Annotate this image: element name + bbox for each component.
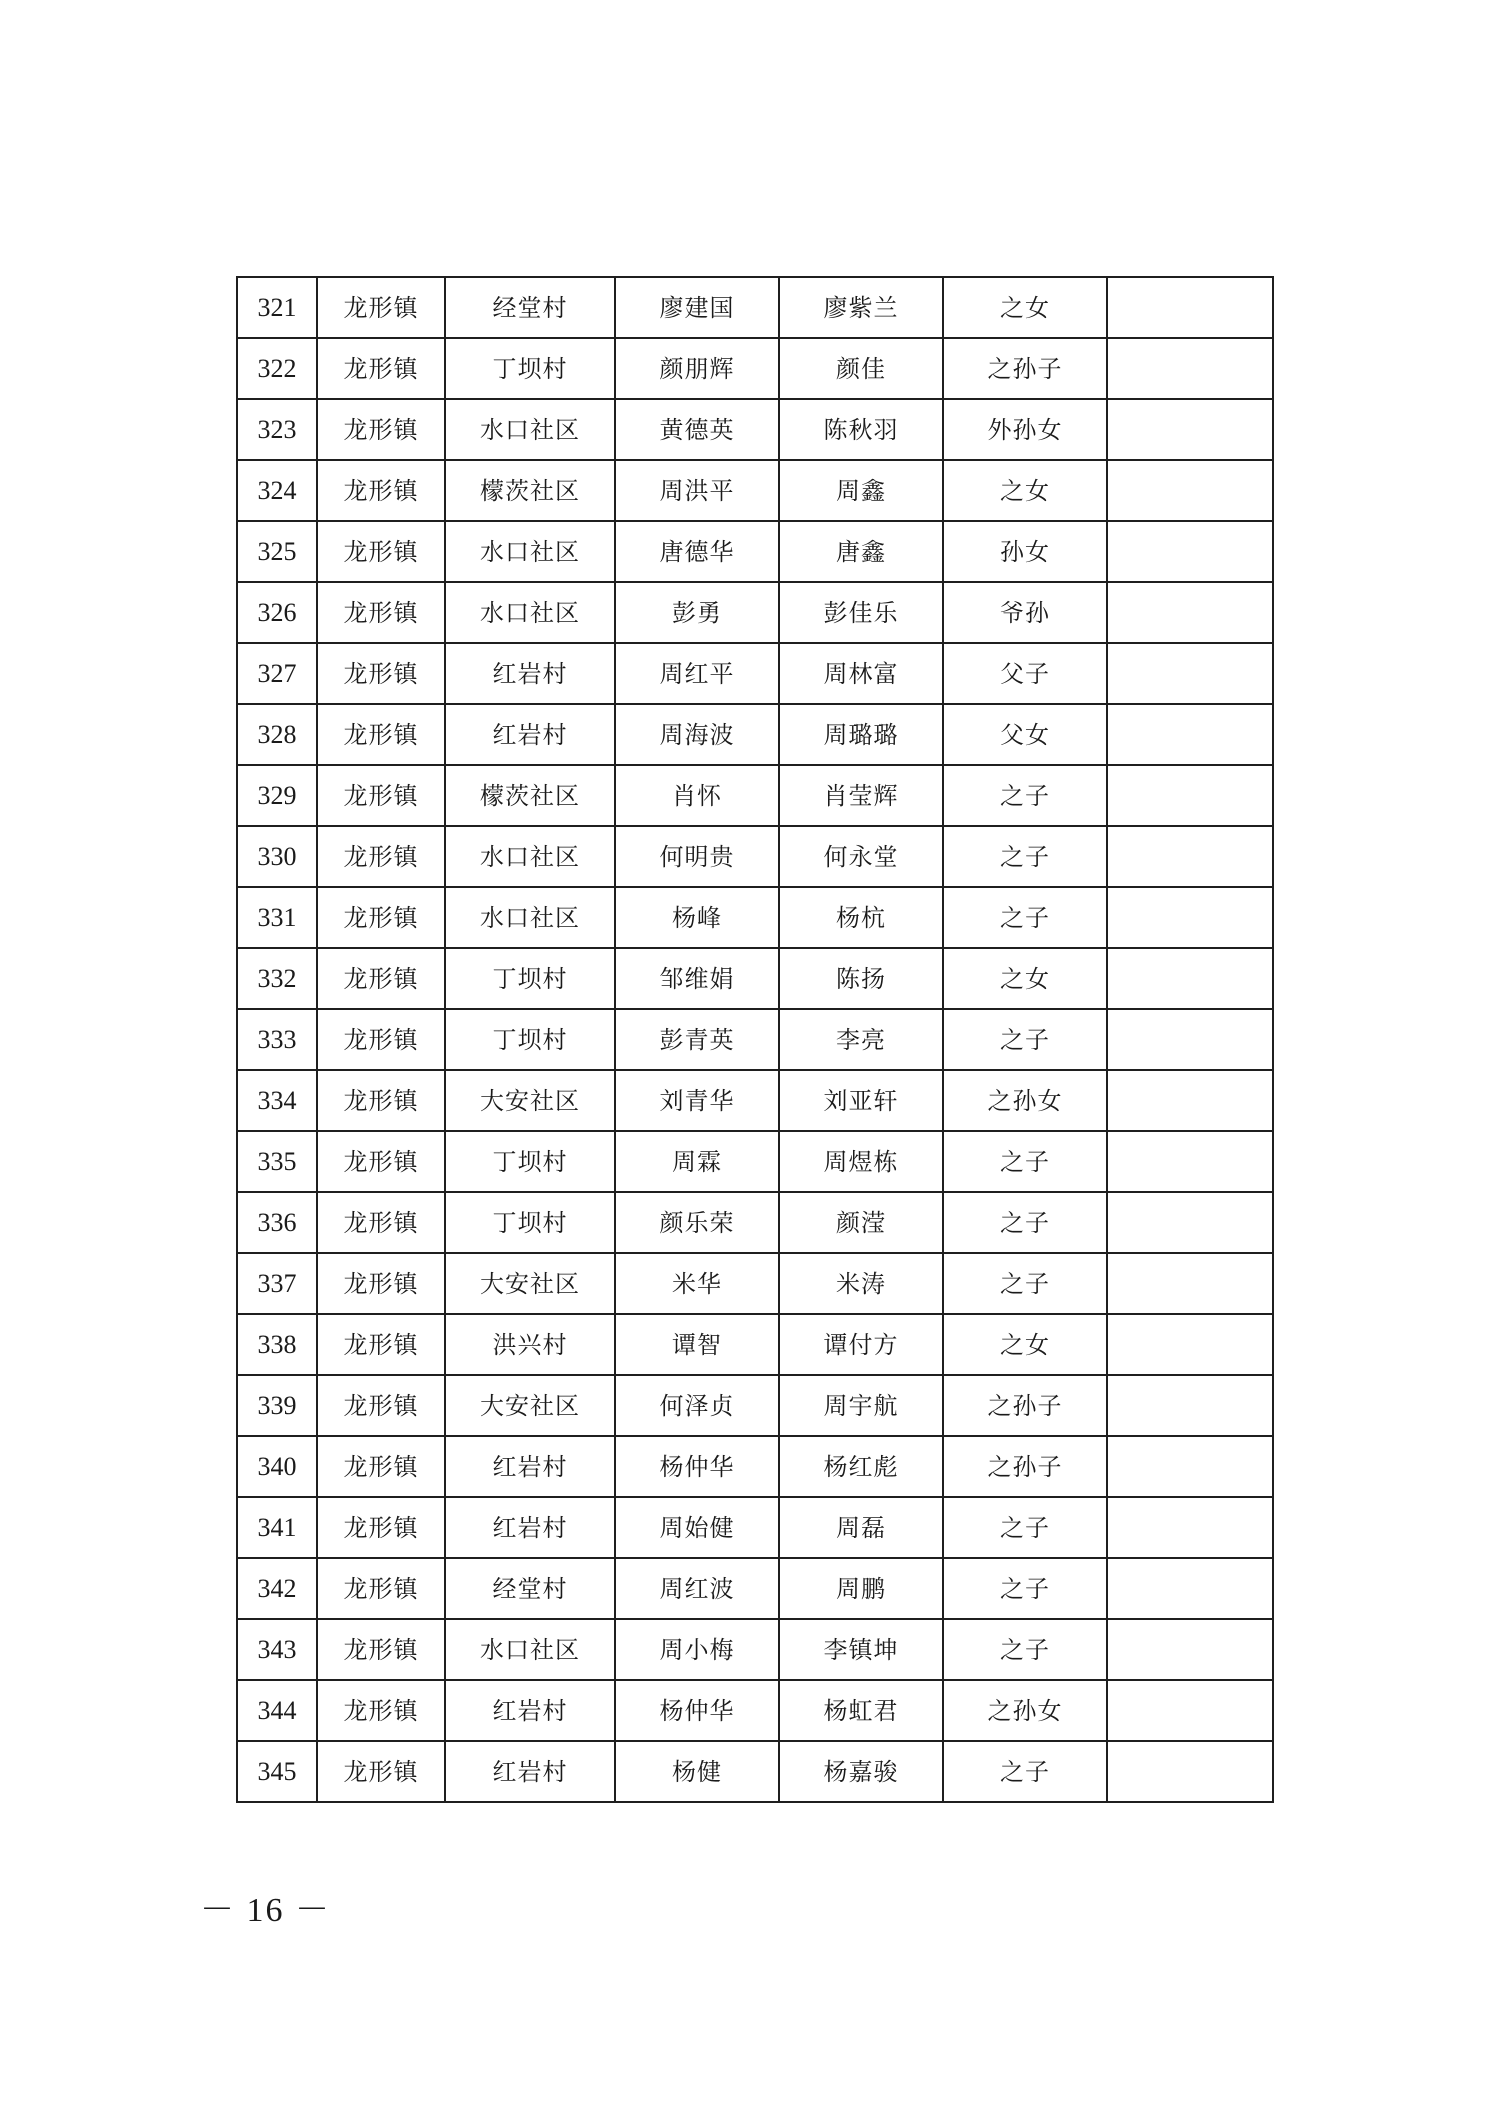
town-cell: 龙形镇 xyxy=(317,704,445,765)
table-row xyxy=(237,1192,1273,1253)
person-cell: 杨仲华 xyxy=(615,1436,779,1497)
town-cell: 龙形镇 xyxy=(317,1680,445,1741)
town-cell: 龙形镇 xyxy=(317,1131,445,1192)
note-cell xyxy=(1107,460,1273,521)
table-row xyxy=(237,1558,1273,1619)
index-cell: 324 xyxy=(237,460,317,521)
relative-cell: 杨红彪 xyxy=(779,1436,943,1497)
town-cell: 龙形镇 xyxy=(317,521,445,582)
relative-cell: 李镇坤 xyxy=(779,1619,943,1680)
table-row xyxy=(237,338,1273,399)
relation-cell: 之子 xyxy=(943,1619,1107,1680)
relative-cell: 何永堂 xyxy=(779,826,943,887)
note-cell xyxy=(1107,1009,1273,1070)
relative-cell: 李亮 xyxy=(779,1009,943,1070)
village-cell: 丁坝村 xyxy=(445,948,615,1009)
note-cell xyxy=(1107,1619,1273,1680)
relation-cell: 之子 xyxy=(943,765,1107,826)
relative-cell: 周林富 xyxy=(779,643,943,704)
relative-cell: 颜佳 xyxy=(779,338,943,399)
village-cell: 红岩村 xyxy=(445,1680,615,1741)
town-cell: 龙形镇 xyxy=(317,1314,445,1375)
town-cell: 龙形镇 xyxy=(317,1375,445,1436)
person-cell: 周海波 xyxy=(615,704,779,765)
town-cell: 龙形镇 xyxy=(317,582,445,643)
note-cell xyxy=(1107,1680,1273,1741)
relation-cell: 之女 xyxy=(943,460,1107,521)
table-row xyxy=(237,1741,1273,1802)
person-cell: 彭勇 xyxy=(615,582,779,643)
relative-cell: 杨嘉骏 xyxy=(779,1741,943,1802)
relative-cell: 周鹏 xyxy=(779,1558,943,1619)
village-cell: 红岩村 xyxy=(445,704,615,765)
table-row xyxy=(237,826,1273,887)
village-cell: 大安社区 xyxy=(445,1070,615,1131)
relative-cell: 周磊 xyxy=(779,1497,943,1558)
note-cell xyxy=(1107,1497,1273,1558)
index-cell: 344 xyxy=(237,1680,317,1741)
relative-cell: 陈秋羽 xyxy=(779,399,943,460)
relation-cell: 之子 xyxy=(943,1009,1107,1070)
village-cell: 经堂村 xyxy=(445,1558,615,1619)
village-cell: 红岩村 xyxy=(445,643,615,704)
table-row xyxy=(237,1497,1273,1558)
village-cell: 丁坝村 xyxy=(445,1192,615,1253)
village-cell: 丁坝村 xyxy=(445,1131,615,1192)
table-row xyxy=(237,948,1273,1009)
village-cell: 红岩村 xyxy=(445,1436,615,1497)
note-cell xyxy=(1107,582,1273,643)
town-cell: 龙形镇 xyxy=(317,1741,445,1802)
town-cell: 龙形镇 xyxy=(317,1070,445,1131)
index-cell: 343 xyxy=(237,1619,317,1680)
village-cell: 丁坝村 xyxy=(445,1009,615,1070)
relative-cell: 谭付方 xyxy=(779,1314,943,1375)
relation-cell: 父子 xyxy=(943,643,1107,704)
town-cell: 龙形镇 xyxy=(317,1497,445,1558)
village-cell: 红岩村 xyxy=(445,1741,615,1802)
relative-cell: 陈扬 xyxy=(779,948,943,1009)
person-cell: 杨峰 xyxy=(615,887,779,948)
records-table xyxy=(236,276,1274,1803)
village-cell: 檬茨社区 xyxy=(445,460,615,521)
note-cell xyxy=(1107,1314,1273,1375)
village-cell: 洪兴村 xyxy=(445,1314,615,1375)
note-cell xyxy=(1107,399,1273,460)
person-cell: 彭青英 xyxy=(615,1009,779,1070)
relation-cell: 之子 xyxy=(943,1253,1107,1314)
index-cell: 328 xyxy=(237,704,317,765)
index-cell: 331 xyxy=(237,887,317,948)
table-row xyxy=(237,1314,1273,1375)
town-cell: 龙形镇 xyxy=(317,826,445,887)
table-row xyxy=(237,1253,1273,1314)
village-cell: 水口社区 xyxy=(445,1619,615,1680)
note-cell xyxy=(1107,1436,1273,1497)
index-cell: 338 xyxy=(237,1314,317,1375)
table-row xyxy=(237,521,1273,582)
relation-cell: 父女 xyxy=(943,704,1107,765)
relative-cell: 刘亚轩 xyxy=(779,1070,943,1131)
page-number: － 16 － xyxy=(200,1892,331,1929)
table-row xyxy=(237,1619,1273,1680)
town-cell: 龙形镇 xyxy=(317,1253,445,1314)
note-cell xyxy=(1107,1741,1273,1802)
person-cell: 廖建国 xyxy=(615,277,779,338)
note-cell xyxy=(1107,277,1273,338)
note-cell xyxy=(1107,765,1273,826)
table-row xyxy=(237,1009,1273,1070)
relative-cell: 杨虹君 xyxy=(779,1680,943,1741)
index-cell: 341 xyxy=(237,1497,317,1558)
village-cell: 水口社区 xyxy=(445,826,615,887)
index-cell: 336 xyxy=(237,1192,317,1253)
table-row xyxy=(237,277,1273,338)
relative-cell: 肖莹辉 xyxy=(779,765,943,826)
person-cell: 杨仲华 xyxy=(615,1680,779,1741)
note-cell xyxy=(1107,1070,1273,1131)
town-cell: 龙形镇 xyxy=(317,643,445,704)
note-cell xyxy=(1107,1253,1273,1314)
index-cell: 333 xyxy=(237,1009,317,1070)
index-cell: 335 xyxy=(237,1131,317,1192)
index-cell: 340 xyxy=(237,1436,317,1497)
town-cell: 龙形镇 xyxy=(317,1436,445,1497)
records-table-container xyxy=(236,276,1272,1803)
index-cell: 339 xyxy=(237,1375,317,1436)
relation-cell: 之子 xyxy=(943,1558,1107,1619)
village-cell: 大安社区 xyxy=(445,1375,615,1436)
table-row xyxy=(237,582,1273,643)
note-cell xyxy=(1107,887,1273,948)
index-cell: 332 xyxy=(237,948,317,1009)
relative-cell: 廖紫兰 xyxy=(779,277,943,338)
person-cell: 唐德华 xyxy=(615,521,779,582)
village-cell: 水口社区 xyxy=(445,582,615,643)
person-cell: 周小梅 xyxy=(615,1619,779,1680)
table-row xyxy=(237,887,1273,948)
table-row xyxy=(237,643,1273,704)
note-cell xyxy=(1107,521,1273,582)
person-cell: 周洪平 xyxy=(615,460,779,521)
table-row xyxy=(237,1375,1273,1436)
relative-cell: 唐鑫 xyxy=(779,521,943,582)
table-row xyxy=(237,1436,1273,1497)
relation-cell: 孙女 xyxy=(943,521,1107,582)
table-row xyxy=(237,1070,1273,1131)
person-cell: 米华 xyxy=(615,1253,779,1314)
town-cell: 龙形镇 xyxy=(317,1009,445,1070)
table-row xyxy=(237,704,1273,765)
town-cell: 龙形镇 xyxy=(317,277,445,338)
relation-cell: 之孙子 xyxy=(943,1436,1107,1497)
relation-cell: 之子 xyxy=(943,1741,1107,1802)
note-cell xyxy=(1107,704,1273,765)
table-row xyxy=(237,1680,1273,1741)
person-cell: 周红平 xyxy=(615,643,779,704)
town-cell: 龙形镇 xyxy=(317,1192,445,1253)
index-cell: 326 xyxy=(237,582,317,643)
relation-cell: 之孙女 xyxy=(943,1070,1107,1131)
index-cell: 337 xyxy=(237,1253,317,1314)
person-cell: 颜乐荣 xyxy=(615,1192,779,1253)
person-cell: 刘青华 xyxy=(615,1070,779,1131)
table-row xyxy=(237,399,1273,460)
index-cell: 323 xyxy=(237,399,317,460)
note-cell xyxy=(1107,826,1273,887)
relation-cell: 之孙女 xyxy=(943,1680,1107,1741)
town-cell: 龙形镇 xyxy=(317,765,445,826)
note-cell xyxy=(1107,338,1273,399)
relation-cell: 之女 xyxy=(943,948,1107,1009)
relation-cell: 之子 xyxy=(943,1497,1107,1558)
note-cell xyxy=(1107,1192,1273,1253)
town-cell: 龙形镇 xyxy=(317,948,445,1009)
relation-cell: 之子 xyxy=(943,1192,1107,1253)
index-cell: 342 xyxy=(237,1558,317,1619)
person-cell: 肖怀 xyxy=(615,765,779,826)
table-row xyxy=(237,1131,1273,1192)
relation-cell: 之孙子 xyxy=(943,1375,1107,1436)
town-cell: 龙形镇 xyxy=(317,460,445,521)
person-cell: 何泽贞 xyxy=(615,1375,779,1436)
town-cell: 龙形镇 xyxy=(317,1558,445,1619)
village-cell: 红岩村 xyxy=(445,1497,615,1558)
relation-cell: 之女 xyxy=(943,277,1107,338)
village-cell: 大安社区 xyxy=(445,1253,615,1314)
relative-cell: 米涛 xyxy=(779,1253,943,1314)
town-cell: 龙形镇 xyxy=(317,338,445,399)
relation-cell: 外孙女 xyxy=(943,399,1107,460)
village-cell: 水口社区 xyxy=(445,521,615,582)
person-cell: 黄德英 xyxy=(615,399,779,460)
relation-cell: 之女 xyxy=(943,1314,1107,1375)
index-cell: 329 xyxy=(237,765,317,826)
town-cell: 龙形镇 xyxy=(317,887,445,948)
village-cell: 檬茨社区 xyxy=(445,765,615,826)
note-cell xyxy=(1107,643,1273,704)
relative-cell: 彭佳乐 xyxy=(779,582,943,643)
relation-cell: 之子 xyxy=(943,1131,1107,1192)
relation-cell: 之子 xyxy=(943,887,1107,948)
relation-cell: 爷孙 xyxy=(943,582,1107,643)
relative-cell: 周煜栋 xyxy=(779,1131,943,1192)
note-cell xyxy=(1107,1375,1273,1436)
person-cell: 谭智 xyxy=(615,1314,779,1375)
table-row xyxy=(237,765,1273,826)
village-cell: 水口社区 xyxy=(445,887,615,948)
village-cell: 水口社区 xyxy=(445,399,615,460)
note-cell xyxy=(1107,948,1273,1009)
town-cell: 龙形镇 xyxy=(317,399,445,460)
person-cell: 邹维娟 xyxy=(615,948,779,1009)
relation-cell: 之孙子 xyxy=(943,338,1107,399)
index-cell: 322 xyxy=(237,338,317,399)
relative-cell: 周宇航 xyxy=(779,1375,943,1436)
note-cell xyxy=(1107,1131,1273,1192)
relation-cell: 之子 xyxy=(943,826,1107,887)
index-cell: 327 xyxy=(237,643,317,704)
person-cell: 杨健 xyxy=(615,1741,779,1802)
relative-cell: 周璐璐 xyxy=(779,704,943,765)
index-cell: 345 xyxy=(237,1741,317,1802)
index-cell: 330 xyxy=(237,826,317,887)
town-cell: 龙形镇 xyxy=(317,1619,445,1680)
index-cell: 325 xyxy=(237,521,317,582)
index-cell: 334 xyxy=(237,1070,317,1131)
person-cell: 周红波 xyxy=(615,1558,779,1619)
index-cell: 321 xyxy=(237,277,317,338)
note-cell xyxy=(1107,1558,1273,1619)
village-cell: 经堂村 xyxy=(445,277,615,338)
records-table-body xyxy=(237,277,1273,1802)
person-cell: 颜朋辉 xyxy=(615,338,779,399)
person-cell: 何明贵 xyxy=(615,826,779,887)
relative-cell: 周鑫 xyxy=(779,460,943,521)
person-cell: 周霖 xyxy=(615,1131,779,1192)
table-row xyxy=(237,460,1273,521)
person-cell: 周始健 xyxy=(615,1497,779,1558)
relative-cell: 杨杭 xyxy=(779,887,943,948)
relative-cell: 颜滢 xyxy=(779,1192,943,1253)
village-cell: 丁坝村 xyxy=(445,338,615,399)
